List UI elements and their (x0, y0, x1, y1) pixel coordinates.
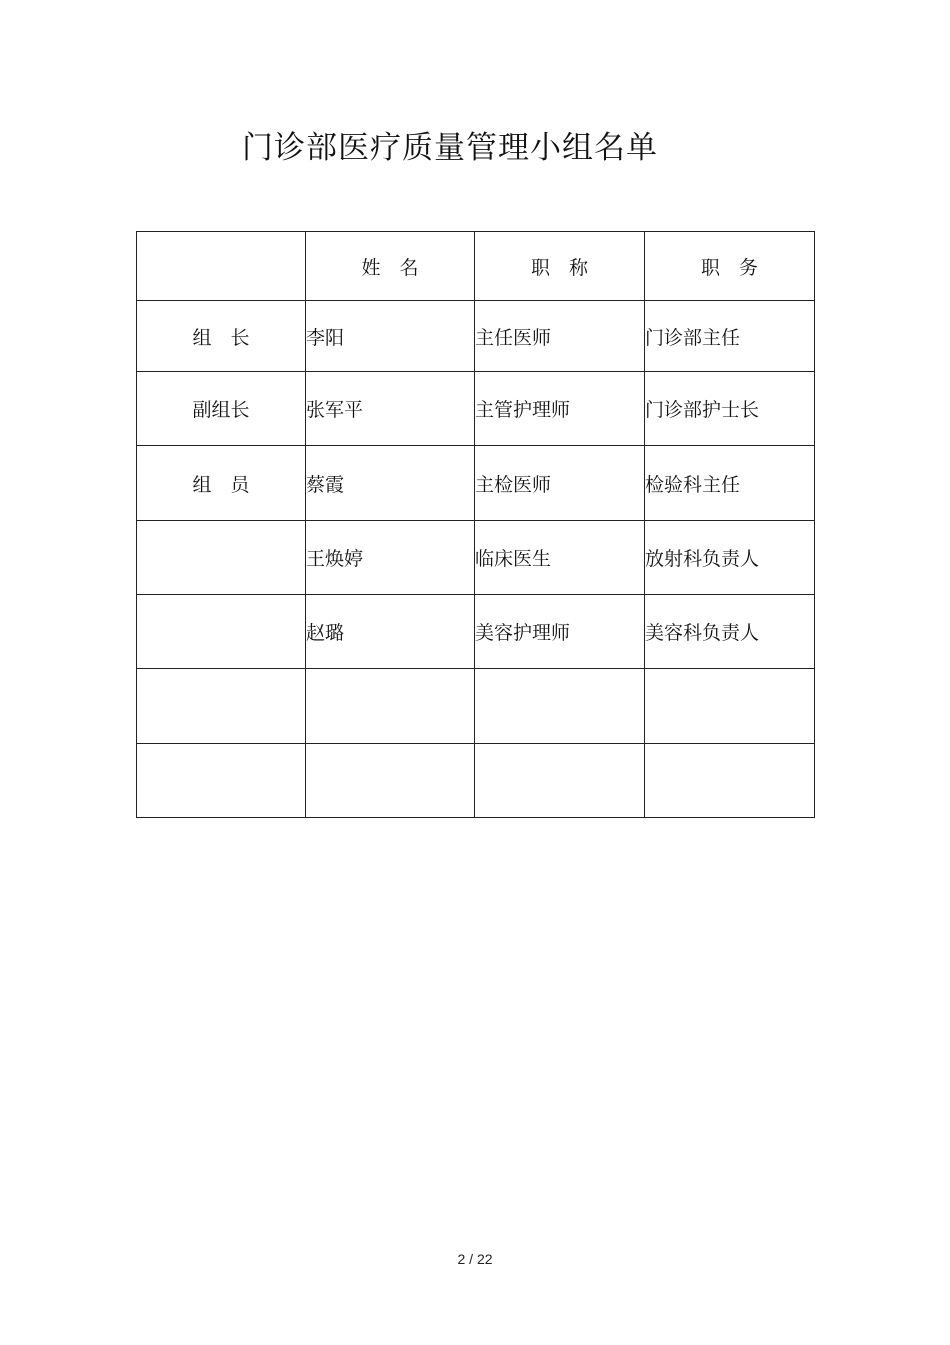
cell-role: 副组长 (137, 372, 306, 446)
cell-position (645, 669, 815, 744)
header-cell-title: 职 称 (475, 232, 645, 301)
cell-name: 蔡霞 (306, 446, 475, 521)
table-row (137, 301, 815, 372)
cell-position: 门诊部护士长 (645, 372, 815, 446)
cell-title: 美容护理师 (475, 595, 645, 669)
cell-name (306, 669, 475, 744)
cell-title: 主检医师 (475, 446, 645, 521)
cell-role (137, 595, 306, 669)
cell-title: 主管护理师 (475, 372, 645, 446)
page-title: 门诊部医疗质量管理小组名单 (242, 130, 658, 166)
cell-role (137, 521, 306, 595)
cell-position (645, 744, 815, 818)
cell-name: 李阳 (306, 301, 475, 372)
cell-title (475, 744, 645, 818)
cell-role: 组 员 (137, 446, 306, 521)
cell-position: 美容科负责人 (645, 595, 815, 669)
table-row (137, 595, 815, 669)
cell-position: 放射科负责人 (645, 521, 815, 595)
table-row (137, 521, 815, 595)
cell-name: 张军平 (306, 372, 475, 446)
cell-name (306, 744, 475, 818)
table-row (137, 669, 815, 744)
cell-position: 门诊部主任 (645, 301, 815, 372)
header-cell-name: 姓 名 (306, 232, 475, 301)
header-cell-role (137, 232, 306, 301)
cell-name: 王焕婷 (306, 521, 475, 595)
table-row (137, 446, 815, 521)
cell-role: 组 长 (137, 301, 306, 372)
cell-role (137, 669, 306, 744)
table-row (137, 372, 815, 446)
cell-title (475, 669, 645, 744)
page-number: 2 / 22 (457, 1251, 493, 1267)
cell-title: 主任医师 (475, 301, 645, 372)
table-header-row (137, 232, 815, 301)
cell-title: 临床医生 (475, 521, 645, 595)
header-cell-position: 职 务 (645, 232, 815, 301)
cell-position: 检验科主任 (645, 446, 815, 521)
cell-name: 赵璐 (306, 595, 475, 669)
cell-role (137, 744, 306, 818)
table-row (137, 744, 815, 818)
member-table (136, 231, 815, 818)
